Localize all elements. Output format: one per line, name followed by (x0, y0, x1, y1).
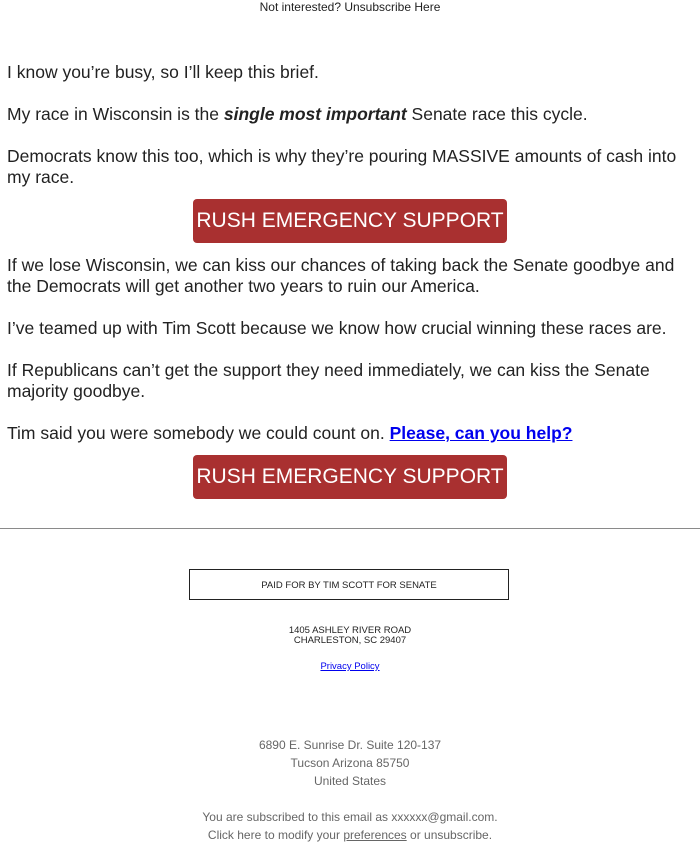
footer-address-line3: United States (313, 774, 387, 788)
rush-emergency-support-button-2[interactable]: RUSH EMERGENCY SUPPORT (193, 455, 507, 499)
modify-text-after: or unsubscribe. (406, 828, 493, 842)
paragraph-wisconsin: If we lose Wisconsin, we can kiss our chances of taking back the Senate goodbye and the Democrats will get another two years to ruin our America. (7, 255, 675, 296)
paragraph-democrats: Democrats know this too, which is why they’re pouring MASSIVE amounts of cash into my race. (7, 146, 677, 187)
cta-wrap-2 (7, 455, 693, 499)
race-emphasis: single most important (223, 104, 407, 124)
paid-for-disclaimer: PAID FOR BY TIM SCOTT FOR SENATE (189, 569, 509, 600)
paragraph-count-on (7, 423, 693, 444)
modify-preferences-line (0, 826, 700, 844)
unsubscribe-link[interactable]: Not interested? Unsubscribe Here (259, 0, 441, 14)
footer-address-line2: Tucson Arizona 85750 (290, 756, 410, 770)
privacy-container (0, 661, 700, 672)
paragraph-tim-scott: I’ve teamed up with Tim Scott because we know how crucial winning these races are. (7, 318, 667, 338)
subscribed-notice: You are subscribed to this email as xxxxxx@gmail.com. (202, 810, 498, 824)
count-on-text: Tim said you were somebody we could count on. (7, 423, 390, 443)
committee-address-line2: CHARLESTON, SC 29407 (293, 635, 407, 646)
footer-subscription (0, 808, 700, 844)
committee-address (0, 626, 700, 646)
committee-address-line1: 1405 ASHLEY RIVER ROAD (288, 625, 412, 636)
modify-text-before: Click here to modify your (207, 828, 344, 842)
privacy-policy-link[interactable]: Privacy Policy (320, 661, 380, 672)
footer-address-line1: 6890 E. Sunrise Dr. Suite 120-137 (258, 738, 442, 752)
rush-emergency-support-button[interactable]: RUSH EMERGENCY SUPPORT (193, 199, 507, 243)
paragraph-republicans: If Republicans can’t get the support they need immediately, we can kiss the Senate majority goodbye. (7, 360, 650, 401)
divider (0, 528, 700, 529)
footer-address (0, 736, 700, 790)
preferences-link[interactable]: preferences (343, 828, 407, 842)
email-body (7, 62, 693, 511)
race-text-before: My race in Wisconsin is the (7, 104, 224, 124)
paragraph-race (7, 104, 693, 125)
please-help-link[interactable]: Please, can you help? (389, 423, 573, 443)
race-text-after: Senate race this cycle. (406, 104, 588, 124)
paragraph-intro: I know you’re busy, so I’ll keep this brief. (7, 62, 319, 82)
cta-wrap-1 (7, 199, 693, 243)
